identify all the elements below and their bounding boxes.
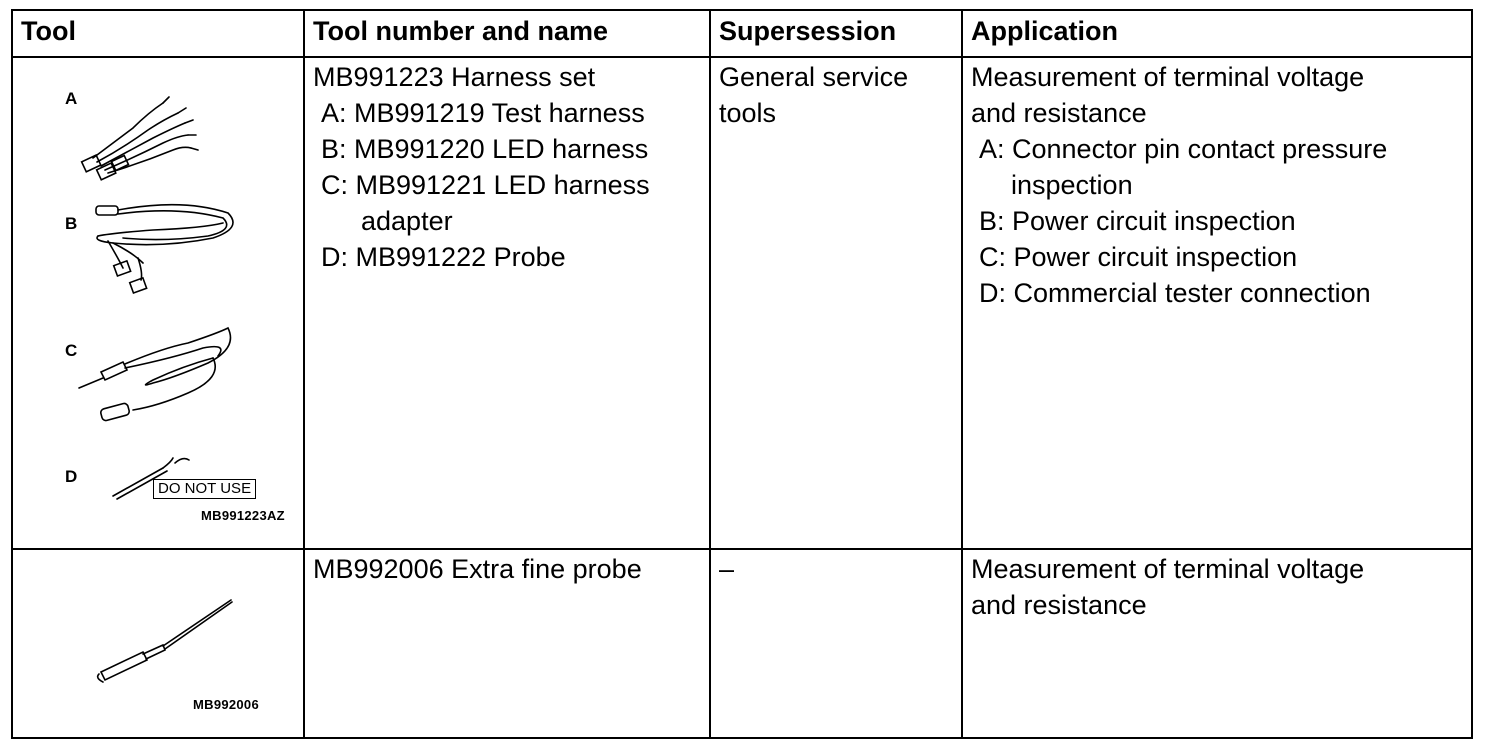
tool-name-line: D: MB991222 Probe: [321, 242, 566, 272]
tool-name-line: MB992006 Extra fine probe: [313, 554, 642, 584]
tool-number-cell: [304, 549, 710, 738]
tool-name-line: A: MB991219 Test harness: [321, 98, 645, 128]
supersession-line: General service: [719, 62, 909, 92]
supersession-cell: [710, 57, 962, 549]
header-application: Application: [962, 10, 1472, 57]
extra-fine-probe-icon: [98, 600, 232, 682]
application-line: C: Power circuit inspection: [979, 242, 1298, 272]
application-line: and resistance: [971, 590, 1147, 620]
extra-fine-probe-illustration: [13, 550, 305, 739]
led-harness-icon: [96, 205, 233, 293]
supersession-line: tools: [719, 98, 777, 128]
header-supersession: Supersession: [710, 10, 962, 57]
application-cell: [962, 57, 1472, 549]
application-line: B: Power circuit inspection: [979, 206, 1296, 236]
application-line: and resistance: [971, 98, 1147, 128]
tool-illustration-cell: [12, 549, 304, 738]
application-line: inspection: [1011, 170, 1133, 200]
table-row: [12, 549, 1472, 738]
header-tool-number: Tool number and name: [304, 10, 710, 57]
label-c: C: [65, 341, 78, 360]
label-a: A: [65, 89, 78, 108]
do-not-use-label: DO NOT USE: [153, 479, 256, 499]
label-b: B: [65, 214, 78, 233]
header-tool: Tool: [12, 10, 304, 57]
label-d: D: [65, 467, 78, 486]
tool-name-line: adapter: [361, 206, 453, 236]
tool-name-line: B: MB991220 LED harness: [321, 134, 649, 164]
tool-name-line: MB991223 Harness set: [313, 62, 596, 92]
table-row: [12, 57, 1472, 549]
tool-illustration-cell: [12, 57, 304, 549]
application-line: D: Commercial tester connection: [979, 278, 1371, 308]
special-tools-table: [11, 9, 1473, 739]
tool-name-line: C: MB991221 LED harness: [321, 170, 650, 200]
application-cell: [962, 549, 1472, 738]
application-line: A: Connector pin contact pressure: [979, 134, 1388, 164]
test-harness-icon: [82, 97, 198, 180]
led-harness-adapter-icon: [79, 328, 231, 421]
figure-code: MB992006: [193, 697, 259, 712]
application-line: Measurement of terminal voltage: [971, 62, 1365, 92]
header-row: [12, 10, 1472, 57]
application-line: Measurement of terminal voltage: [971, 554, 1365, 584]
tool-number-cell: [304, 57, 710, 549]
harness-set-illustration: [13, 58, 305, 550]
supersession-cell: [710, 549, 962, 738]
figure-code: MB991223AZ: [201, 508, 285, 523]
supersession-line: –: [719, 554, 735, 584]
